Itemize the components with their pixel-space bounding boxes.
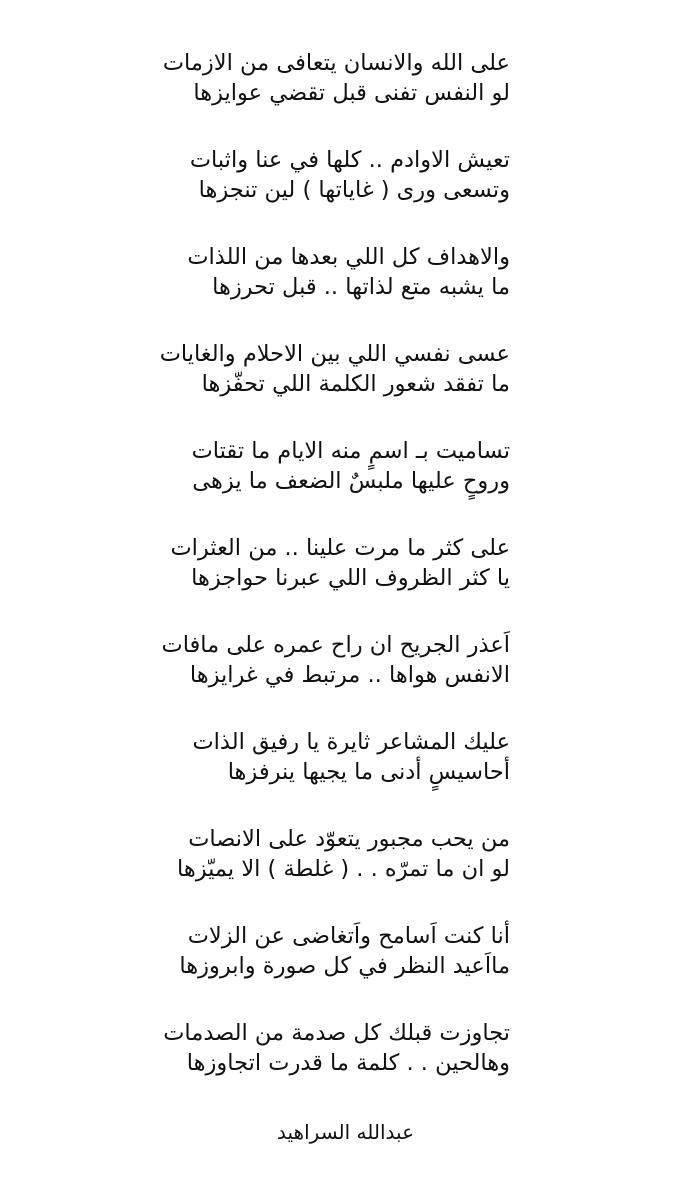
verse-line: ما تفقد شعور الكلمة اللي تحفّزها	[201, 371, 510, 397]
verse-line: على كثر ما مرت علينا .. من العثرات	[170, 535, 510, 561]
verse-line: يا كثر الظروف اللي عبرنا حواجزها	[191, 565, 510, 591]
verse-line: تساميت بـ اسمٍ منه الايام ما تقتات	[191, 438, 510, 464]
stanza	[170, 824, 510, 921]
stanza	[170, 436, 510, 533]
verse-line: مااَعيد النظر في كل صورة وابروزها	[179, 953, 510, 979]
poet-signature: عبدالله السراهيد	[277, 1120, 414, 1144]
verse-line: عليك المشاعر ثايرة يا رفيق الذات	[192, 729, 510, 755]
verse-line: وروحٍ عليها ملبسٌ الضعف ما يزهى	[192, 468, 510, 494]
stanza	[161, 630, 510, 727]
stanza	[159, 339, 510, 436]
stanza	[170, 242, 510, 339]
verse-line: أنا كنت اَسامح واَتغاضى عن الزلات	[187, 923, 510, 949]
verse-line: ما يشبه متع لذاتها .. قبل تحرزها	[212, 274, 510, 300]
verse-line: تجاوزت قبلك كل صدمة من الصدمات	[163, 1020, 510, 1046]
verse-line: وتسعى ورى ( غاياتها ) لين تنجزها	[198, 177, 510, 203]
verse-line: لو ان ما تمرّه . . ( غلطة ) الا يميّزها	[176, 856, 510, 882]
verse-line: عسى نفسي اللي بين الاحلام والغايات	[159, 341, 510, 367]
stanza	[170, 727, 510, 824]
stanza	[162, 48, 510, 145]
verse-line: على الله والانسان يتعافى من الازمات	[162, 50, 510, 76]
verse-line: لو النفس تفنى قبل تقضي عوايزها	[193, 80, 510, 106]
stanza	[170, 533, 510, 630]
verse-line: الانفس هواها .. مرتبط في غرايزها	[189, 662, 510, 688]
stanza	[170, 145, 510, 242]
verse-line: والاهداف كل اللي بعدها من اللذات	[187, 244, 510, 270]
verse-line: أحاسيسٍ أدنى ما يجيها ينرفزها	[227, 759, 510, 785]
stanza	[170, 921, 510, 1018]
poem	[159, 48, 510, 1147]
verse-line: اَعذر الجريح ان راح عمره على مافات	[161, 632, 510, 658]
stanza	[163, 1018, 510, 1115]
verse-line: وهالحين . . كلمة ما قدرت اتجاوزها	[186, 1050, 510, 1076]
verse-line: من يحب مجبور يتعوّد على الانصات	[188, 826, 510, 852]
verse-line: تعيش الاوادم .. كلها في عنا واثبات	[189, 147, 510, 173]
